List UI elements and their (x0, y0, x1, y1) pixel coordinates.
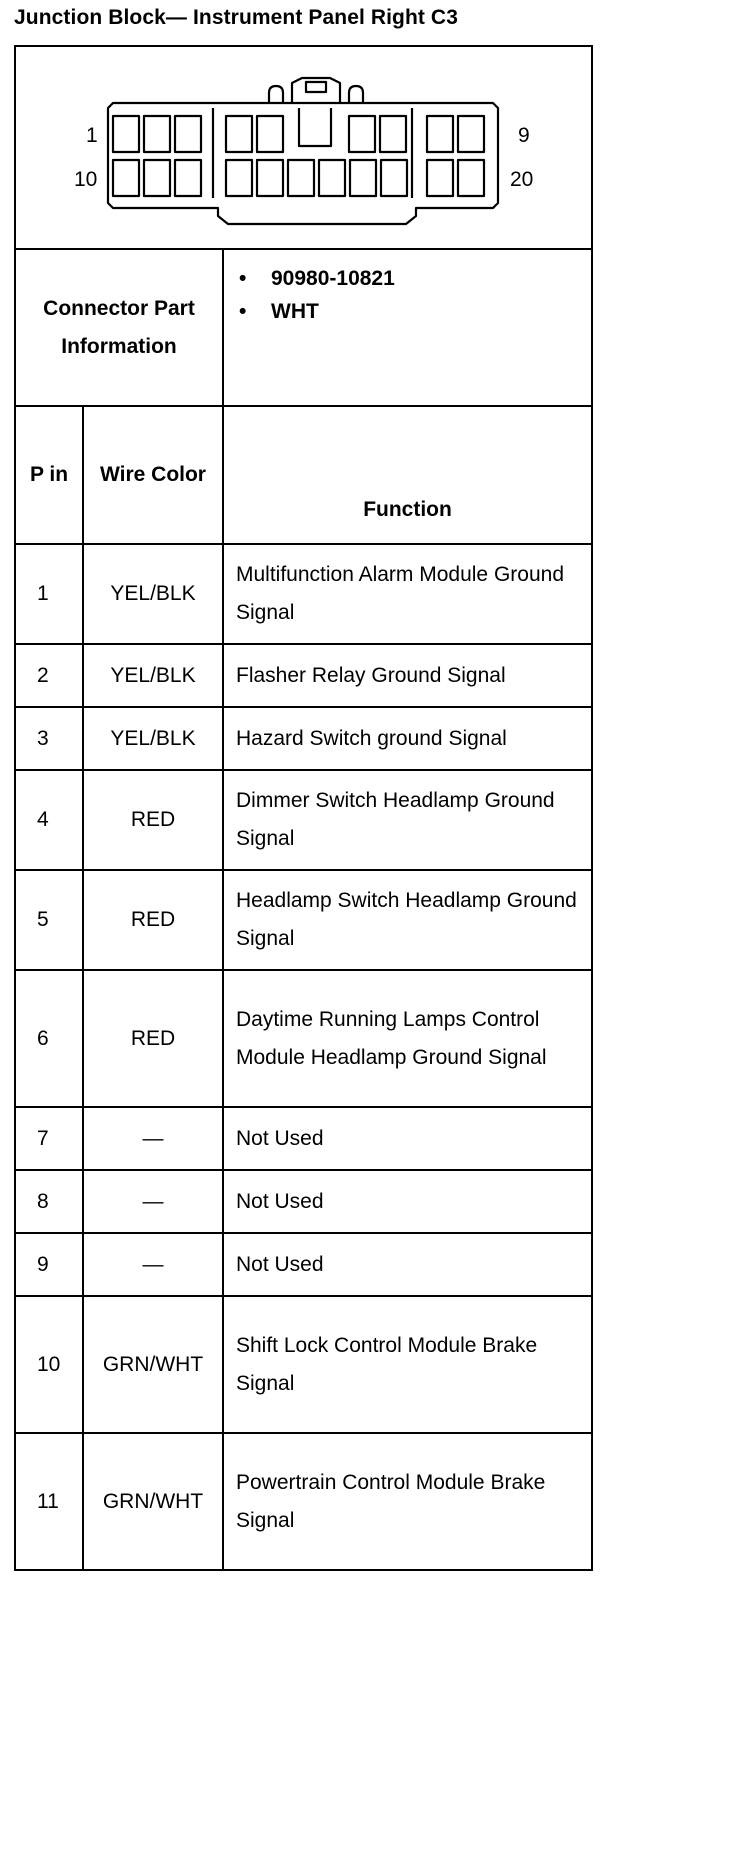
pin-cell: 7 (15, 1107, 83, 1170)
pinout-table (14, 45, 593, 1571)
wire-color-cell: RED (83, 770, 223, 870)
function-cell: Shift Lock Control Module Brake Signal (223, 1296, 592, 1433)
table-row (15, 870, 592, 970)
connector-color: • WHT (224, 295, 591, 328)
part-info-values (223, 249, 592, 406)
pin-label-1: 1 (86, 124, 98, 147)
pin-label-20: 20 (510, 168, 534, 191)
function-cell: Not Used (223, 1170, 592, 1233)
wire-color-cell: YEL/BLK (83, 707, 223, 770)
wire-color-cell: RED (83, 970, 223, 1107)
function-cell: Powertrain Control Module Brake Signal (223, 1433, 592, 1570)
pin-cell: 9 (15, 1233, 83, 1296)
wire-color-cell: — (83, 1107, 223, 1170)
function-cell: Dimmer Switch Headlamp Ground Signal (223, 770, 592, 870)
table-row (15, 970, 592, 1107)
pin-cell: 2 (15, 644, 83, 707)
bullet-icon: • (239, 300, 247, 323)
pin-label-9: 9 (518, 124, 530, 147)
function-cell: Hazard Switch ground Signal (223, 707, 592, 770)
table-row (15, 544, 592, 644)
function-cell: Flasher Relay Ground Signal (223, 644, 592, 707)
bottom-row-cavities (113, 160, 484, 196)
wire-color-cell: GRN/WHT (83, 1433, 223, 1570)
connector-latch-right (349, 86, 363, 103)
pin-cell: 3 (15, 707, 83, 770)
function-cell: Not Used (223, 1107, 592, 1170)
table-row (15, 1107, 592, 1170)
pin-cell: 6 (15, 970, 83, 1107)
pin-cell: 1 (15, 544, 83, 644)
connector-key (306, 82, 326, 92)
pin-label-10: 10 (74, 168, 98, 191)
page-title: Junction Block— Instrument Panel Right C3 (14, 6, 458, 29)
table-row (15, 1296, 592, 1433)
wire-color-cell: RED (83, 870, 223, 970)
function-cell: Multifunction Alarm Module Ground Signal (223, 544, 592, 644)
part-info-label: Connector Part Information (15, 249, 223, 406)
table-row (15, 770, 592, 870)
wire-color-cell: — (83, 1233, 223, 1296)
wire-color-cell: YEL/BLK (83, 644, 223, 707)
wire-color-cell: GRN/WHT (83, 1296, 223, 1433)
table-row (15, 1170, 592, 1233)
table-row (15, 1433, 592, 1570)
pin-cell: 11 (15, 1433, 83, 1570)
header-wire-color: Wire Color (83, 406, 223, 544)
connector-latch-left (269, 86, 283, 103)
connector-diagram-cell (15, 46, 592, 249)
table-row (15, 644, 592, 707)
header-function: Function (223, 406, 592, 544)
part-number: • 90980-10821 (224, 262, 591, 295)
connector-housing (108, 103, 498, 224)
pin-cell: 4 (15, 770, 83, 870)
header-pin: P in (15, 406, 83, 544)
pin-cell: 5 (15, 870, 83, 970)
wire-color-cell: YEL/BLK (83, 544, 223, 644)
bullet-icon: • (239, 267, 247, 290)
table-row (15, 1233, 592, 1296)
function-cell: Headlamp Switch Headlamp Ground Signal (223, 870, 592, 970)
function-cell: Daytime Running Lamps Control Module Headlamp Ground Signal (223, 970, 592, 1107)
function-cell: Not Used (223, 1233, 592, 1296)
pin-cell: 8 (15, 1170, 83, 1233)
table-row (15, 707, 592, 770)
connector-key-channel (299, 108, 331, 146)
connector-diagram (16, 48, 589, 247)
pin-cell: 10 (15, 1296, 83, 1433)
wire-color-cell: — (83, 1170, 223, 1233)
